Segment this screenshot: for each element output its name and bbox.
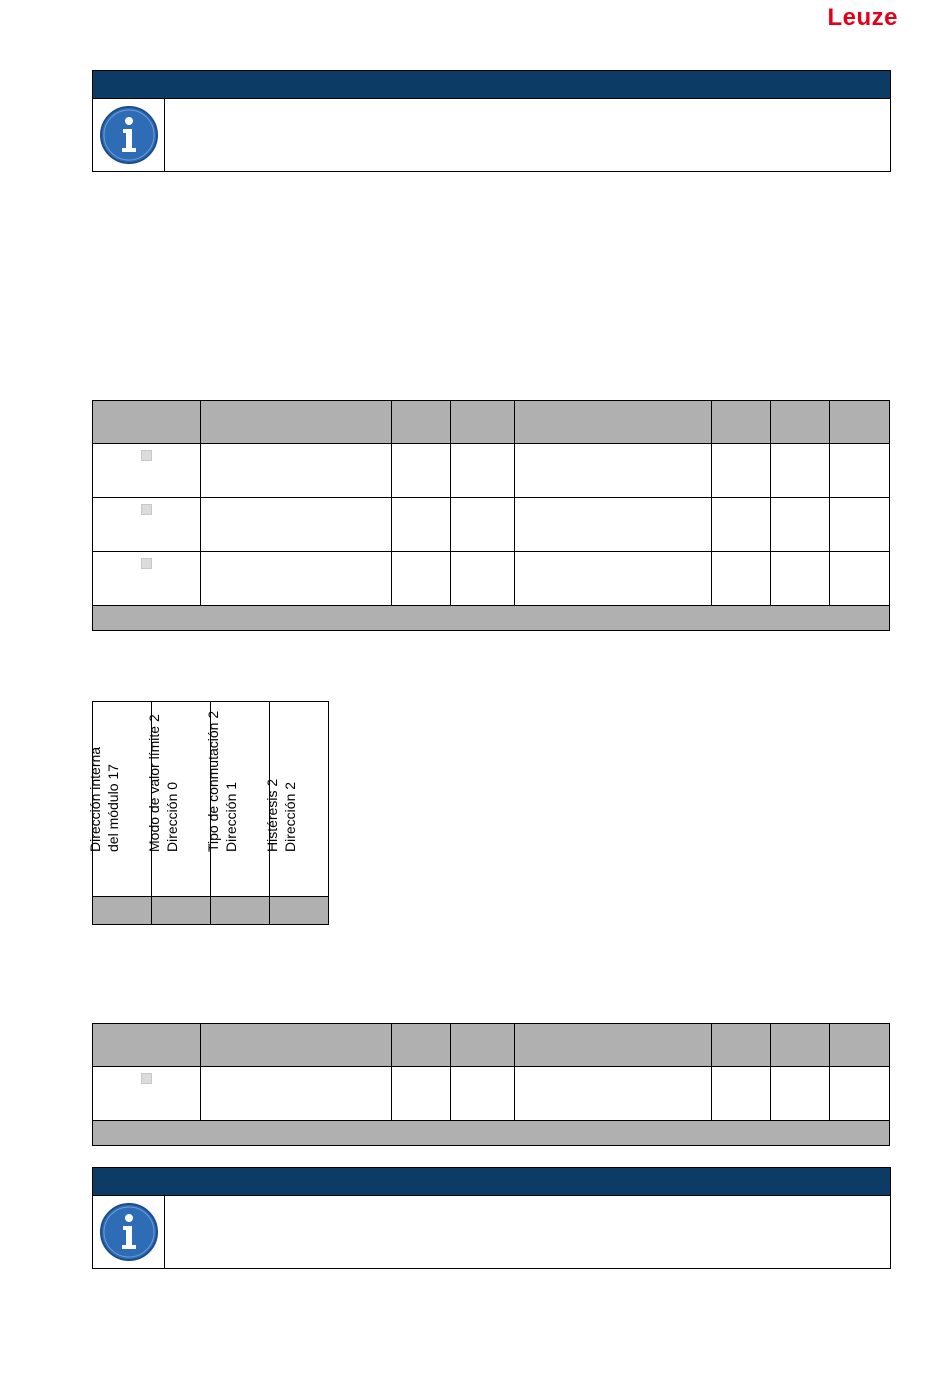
header-cell [93,1024,201,1067]
info-icon [99,105,159,165]
header-cell [392,401,451,444]
register-label: del módulo 17 [105,764,121,852]
register-label: Dirección 1 [223,781,239,852]
header-cell [201,401,392,444]
notice-text [165,99,890,171]
header-cell [451,1024,515,1067]
parameter-table-1 [92,400,890,631]
table-row [93,1067,890,1121]
header-cell [515,1024,712,1067]
notice-header-bar [93,1168,890,1196]
table-footer-row [93,606,890,631]
notice-text [165,1196,890,1268]
table-footer [93,1121,890,1146]
register-header-cell [264,702,329,897]
header-cell [515,401,712,444]
table-row [93,444,890,498]
header-cell [712,1024,771,1067]
register-label: Dirección 0 [164,781,180,852]
info-notice-bottom [92,1167,891,1269]
info-notice-top [92,70,891,172]
register-value-cell [211,897,270,925]
register-table [87,701,329,925]
table-header-row [93,401,890,444]
register-label: Dirección interna [87,746,103,852]
leuze-logo: Leuze [827,4,898,31]
info-icon [99,1202,159,1262]
register-header-cell [146,702,211,897]
register-label: Modo de valor límite 2 [146,714,162,852]
bullet-marker [141,558,152,569]
register-header-cell [205,702,270,897]
notice-header-bar [93,71,890,99]
table-footer-row [93,1121,890,1146]
register-footer-row [93,897,329,925]
table-row [93,552,890,606]
bullet-marker [141,504,152,515]
bullet-marker [141,450,152,461]
header-cell [392,1024,451,1067]
header-cell [771,401,830,444]
header-cell [201,1024,392,1067]
register-label: Histéresis 2 [264,778,280,852]
register-value-cell [152,897,211,925]
table-header-row [93,1024,890,1067]
register-header-cell [87,702,152,897]
register-label: Tipo de conmutación 2 [205,710,221,852]
register-header-row [93,702,329,897]
header-cell [712,401,771,444]
register-label: Dirección 2 [282,781,298,852]
header-cell [771,1024,830,1067]
parameter-table-2 [92,1023,890,1146]
register-value-cell [270,897,329,925]
header-cell [830,401,890,444]
table-footer [93,606,890,631]
header-cell [830,1024,890,1067]
register-value-cell [93,897,152,925]
table-row [93,498,890,552]
bullet-marker [141,1073,152,1084]
header-cell [93,401,201,444]
header-cell [451,401,515,444]
